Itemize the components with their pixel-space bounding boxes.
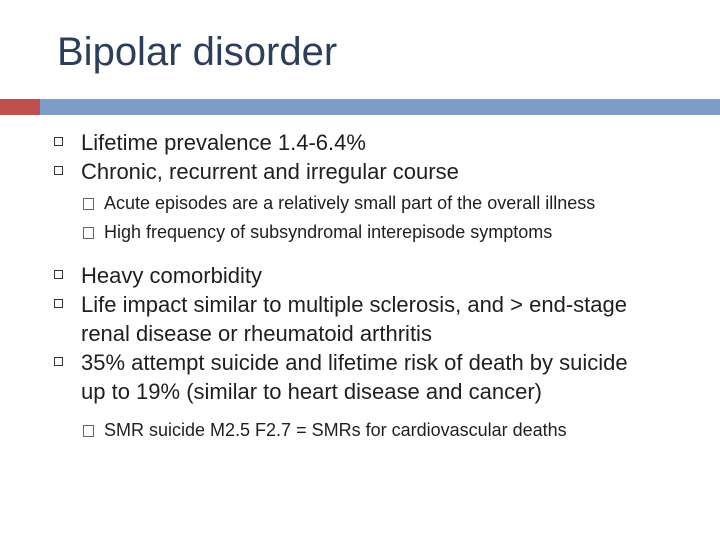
bullet-text: Life impact similar to multiple sclerosis, and > end-stage renal disease or rheumatoid arthritis — [81, 292, 627, 346]
accent-bar-blue — [40, 99, 720, 115]
sub-bullet-text: SMR suicide M2.5 F2.7 = SMRs for cardiovascular deaths — [104, 420, 567, 440]
bullet-list — [0, 128, 720, 445]
list-item — [0, 128, 641, 157]
square-bullet-icon — [54, 357, 63, 366]
list-item — [0, 348, 651, 406]
slide-title: Bipolar disorder — [57, 30, 338, 74]
sub-list-item — [0, 218, 624, 247]
checkbox-bullet-icon — [83, 425, 94, 437]
bullet-text: Lifetime prevalence 1.4-6.4% — [81, 130, 366, 155]
bullet-text: Heavy comorbidity — [81, 263, 262, 288]
sub-bullet-text: Acute episodes are a relatively small part of the overall illness — [104, 193, 596, 213]
list-item — [0, 261, 681, 290]
square-bullet-icon — [54, 270, 63, 279]
checkbox-bullet-icon — [83, 198, 94, 210]
accent-bar-red — [0, 99, 40, 115]
bullet-text: 35% attempt suicide and lifetime risk of death by suicide up to 19% (similar to heart disease and cancer) — [81, 350, 628, 404]
bullet-text: Chronic, recurrent and irregular course — [81, 159, 459, 184]
checkbox-bullet-icon — [83, 227, 94, 239]
list-item — [0, 290, 671, 348]
square-bullet-icon — [54, 299, 63, 308]
sub-list-item — [0, 416, 704, 445]
sub-list-item — [0, 189, 624, 218]
square-bullet-icon — [54, 137, 63, 146]
square-bullet-icon — [54, 166, 63, 175]
sub-bullet-text: High frequency of subsyndromal interepisode symptoms — [104, 222, 553, 242]
list-item — [0, 157, 641, 186]
